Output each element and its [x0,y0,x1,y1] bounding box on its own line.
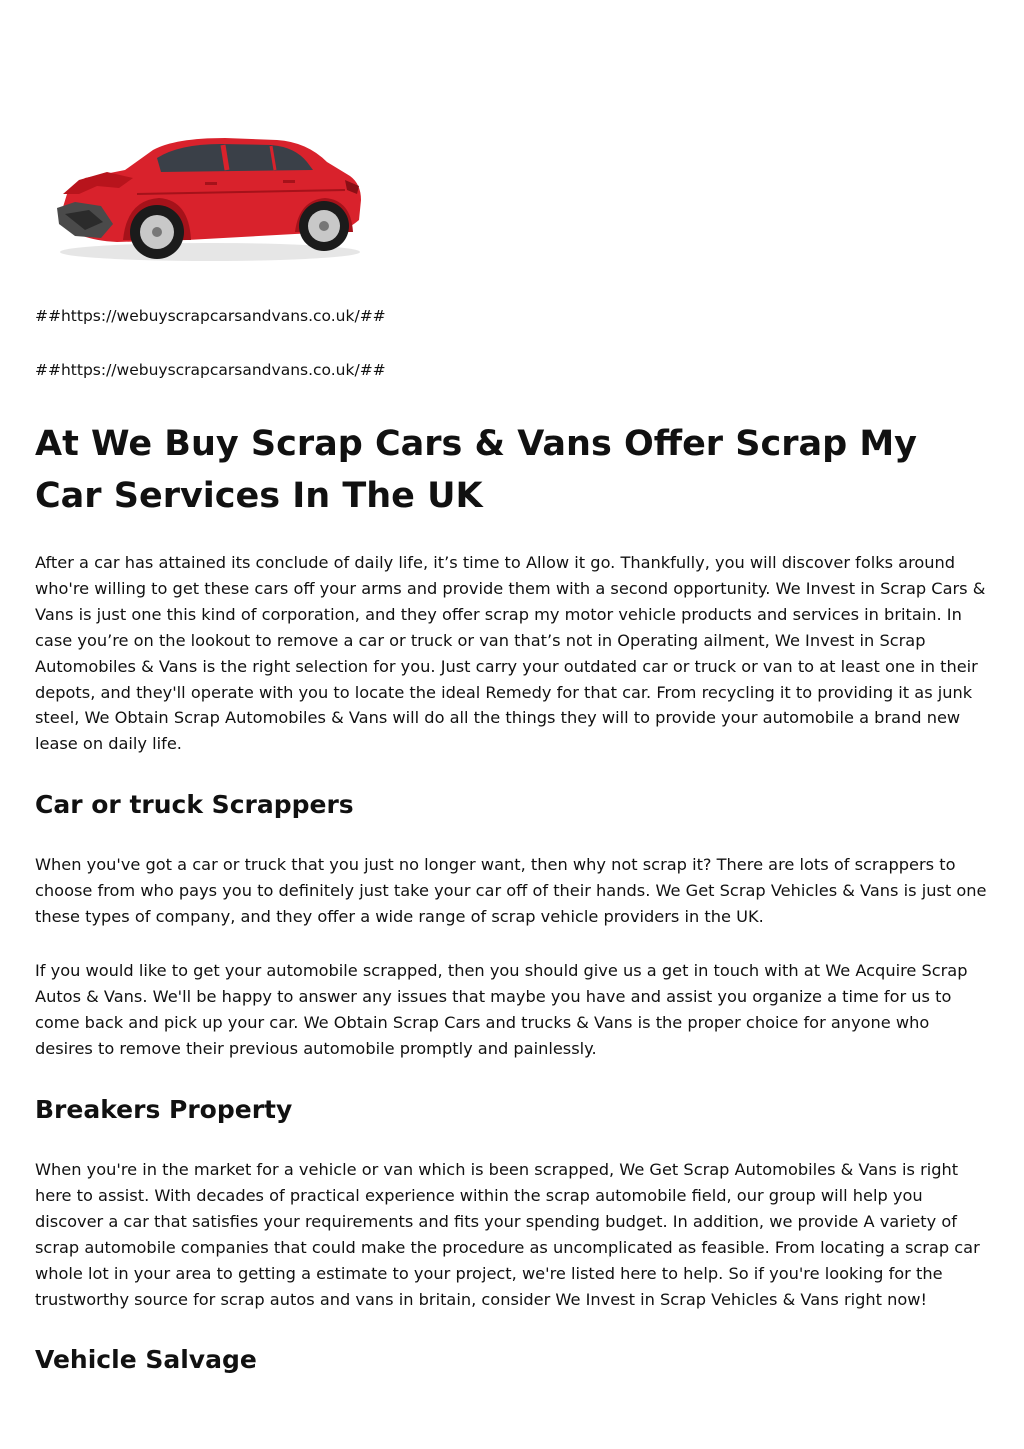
damaged-red-car-image [45,128,375,268]
breakers-paragraph: When you're in the market for a vehicle or van which is been scrapped, We Get Scrap Automobiles & Vans is right here to assist. With decades of practical experience within the scrap automobile field, our group will help you discover a car that satisfies your requirements and fits your spending budget. In addition, we provide A variety of scrap automobile companies that could make the procedure as uncomplicated as feasible. From locating a scrap car whole lot in your area to getting a estimate to your project, we're listed here to help. So if you're looking for the trustworthy source for scrap autos and vans in britain, consider We Invest in Scrap Vehicles & Vans right now! [35,1160,980,1309]
rear-wheel [299,201,349,251]
section-heading-vehicle-salvage: Vehicle Salvage [35,1345,257,1374]
intro-paragraph: After a car has attained its conclude of daily life, it’s time to Allow it go. Thankfully, you will discover folks around who're willing to get these cars off your arms and provide them with a second opportunity. We Invest in Scrap Cars & Vans is just one this kind of corporation, and they offer scrap my motor vehicle products and services in britain. In case you’re on the lookout to remove a car or truck or van that’s not in Operating ailment, We Invest in Scrap Automobiles & Vans is the right selection for you. Just carry your outdated car or truck or van to at least one in their depots, and they'll operate with you to locate the ideal Remedy for that car. From recycling it to providing it as junk steel, We Obtain Scrap Automobiles & Vans will do all the things they will to provide your automobile a brand new lease on daily life. [35,553,986,754]
section-heading-car-scrappers: Car or truck Scrappers [35,790,354,819]
car-scrappers-paragraph-1: When you've got a car or truck that you just no longer want, then why not scrap it? There are lots of scrappers to choose from who pays you to definitely just take your car off of their hands. We Get Scrap Vehicles & Vans is just one these types of company, and they offer a wide range of scrap vehicle providers in the UK. [35,855,987,926]
car-scrappers-paragraph-2: If you would like to get your automobile scrapped, then you should give us a get in touch with at We Acquire Scrap Autos & Vans. We'll be happy to answer any issues that maybe you have and assist you organize a time for us to come back and pick up your car. We Obtain Scrap Cars and trucks & Vans is the proper choice for anyone who desires to remove their previous automobile promptly and painlessly. [35,961,968,1058]
page-title: At We Buy Scrap Cars & Vans Offer Scrap My Car Services In The UK [35,424,917,516]
front-wheel [130,205,184,259]
section-heading-breakers-property: Breakers Property [35,1095,293,1124]
source-link: ##https://webuyscrapcarsandvans.co.uk/## [35,307,386,325]
source-link: ##https://webuyscrapcarsandvans.co.uk/## [35,361,386,379]
